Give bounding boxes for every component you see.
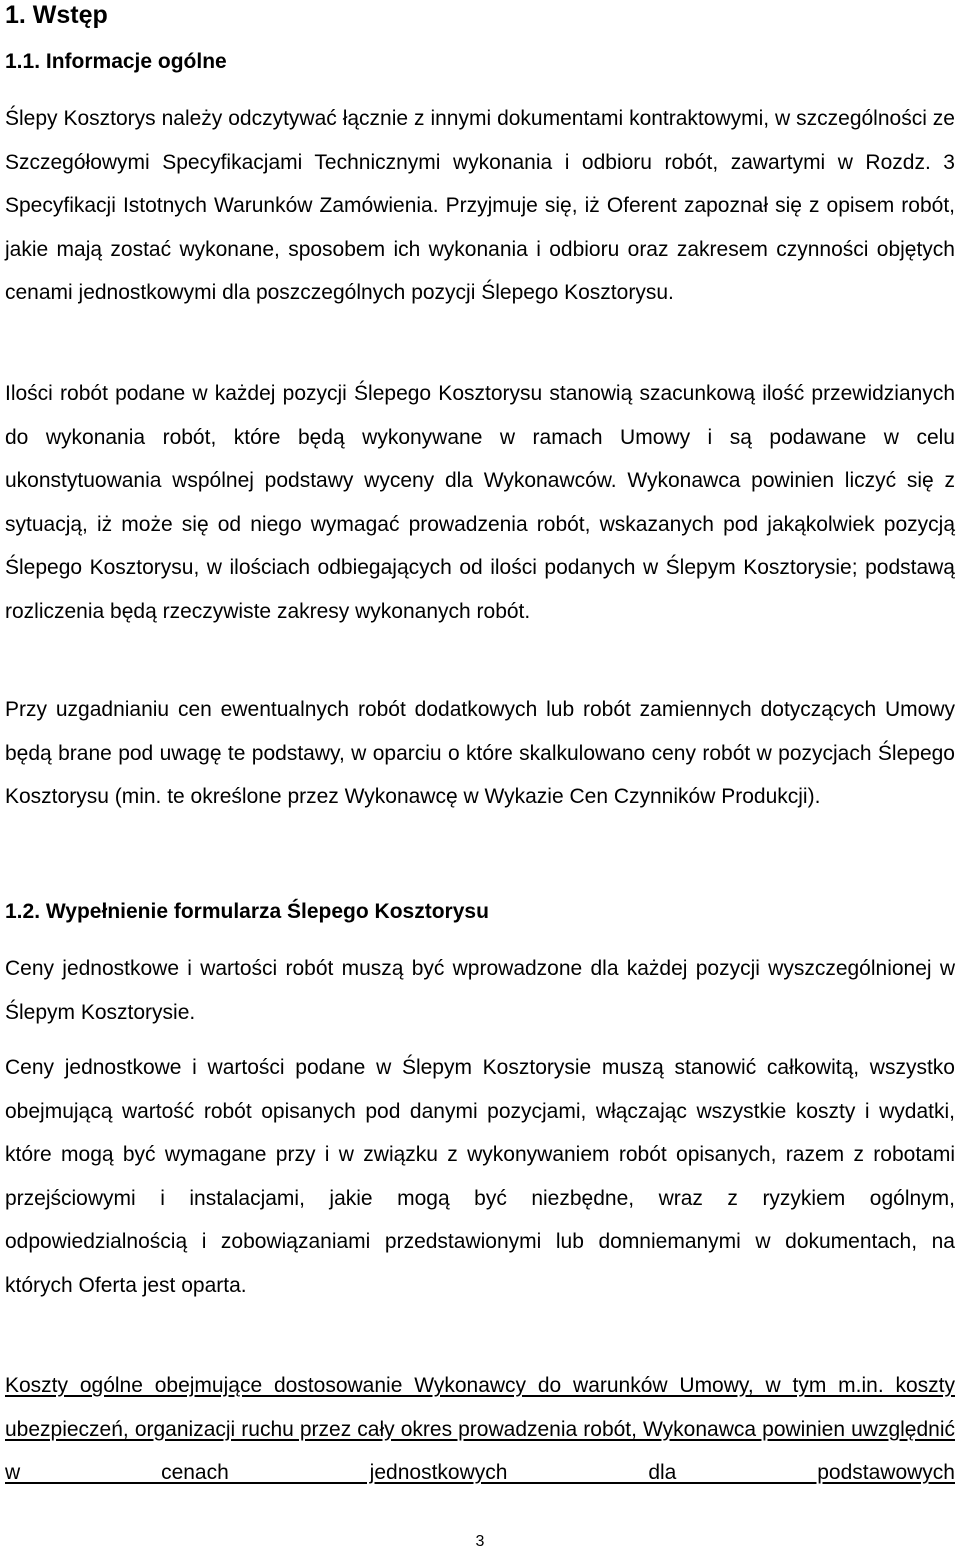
paragraph-1-1-b: Ilości robót podane w każdej pozycji Ślepego Kosztorysu stanowią szacunkową ilość przewidzianych do wykonania robót, które będą wykonywane w ramach Umowy i są podawane w celu ukonstytuowania wspólnej podstawy wyceny dla Wykonawców. Wykonawca powinien liczyć się z sytuacją, iż może się od niego wymagać prowadzenia robót, wskazanych pod jakąkolwiek pozycją Ślepego Kosztorysu, w ilościach odbiegających od ilości podanych w Ślepym Kosztorysie; podstawą rozliczenia będą rzeczywiste zakresy wykonanych robót. [5,382,955,623]
subsection-heading-1-1: 1.1. Informacje ogólne [5,50,227,73]
paragraph-1-2-b: Ceny jednostkowe i wartości podane w Ślepym Kosztorysie muszą stanowić całkowitą, wszystko obejmującą wartość robót opisanych pod danymi pozycjami, włączając wszystkie koszty i wydatki, które mogą być wymagane przy i w związku z wykonywaniem robót opisanych, razem z robotami przejściowymi i instalacjami, jakie mogą być niezbędne, wraz z ryzykiem ogólnym, odpowiedzialnością i zobowiązaniami przedstawionymi lub domniemanymi w dokumentach, na których Oferta jest oparta. [5,1056,955,1297]
subsection-heading-1-2: 1.2. Wypełnienie formularza Ślepego Kosztorysu [5,900,489,923]
paragraph-1-1-a: Ślepy Kosztorys należy odczytywać łącznie z innymi dokumentami kontraktowymi, w szczególności ze Szczegółowymi Specyfikacjami Technicznymi wykonania i odbioru robót, zawartymi w Rozdz. 3 Specyfikacji Istotnych Warunków Zamówienia. Przyjmuje się, iż Oferent zapoznał się z opisem robót, jakie mają zostać wykonane, sposobem ich wykonania i odbioru oraz zakresem czynności objętych cenami jednostkowymi dla poszczególnych pozycji Ślepego Kosztorysu. [5,107,955,305]
paragraph-1-2-a: Ceny jednostkowe i wartości robót muszą być wprowadzone dla każdej pozycji wyszczególnionej w Ślepym Kosztorysie. [5,957,955,1024]
paragraph-1-1-c: Przy uzgadnianiu cen ewentualnych robót dodatkowych lub robót zamiennych dotyczących Umowy będą brane pod uwagę te podstawy, w oparciu o które skalkulowano ceny robót w pozycjach Ślepego Kosztorysu (min. te określone przez Wykonawcę w Wykazie Cen Czynników Produkcji). [5,698,955,809]
section-heading: 1. Wstęp [5,1,108,29]
paragraph-1-2-c: Koszty ogólne obejmujące dostosowanie Wykonawcy do warunków Umowy, w tym m.in. koszty ubezpieczeń, organizacji ruchu przez cały okres prowadzenia robót, Wykonawca powinien uwzględnić w cenach jednostkowych dla podstawowych [5,1374,955,1485]
page-number: 3 [475,1533,485,1550]
